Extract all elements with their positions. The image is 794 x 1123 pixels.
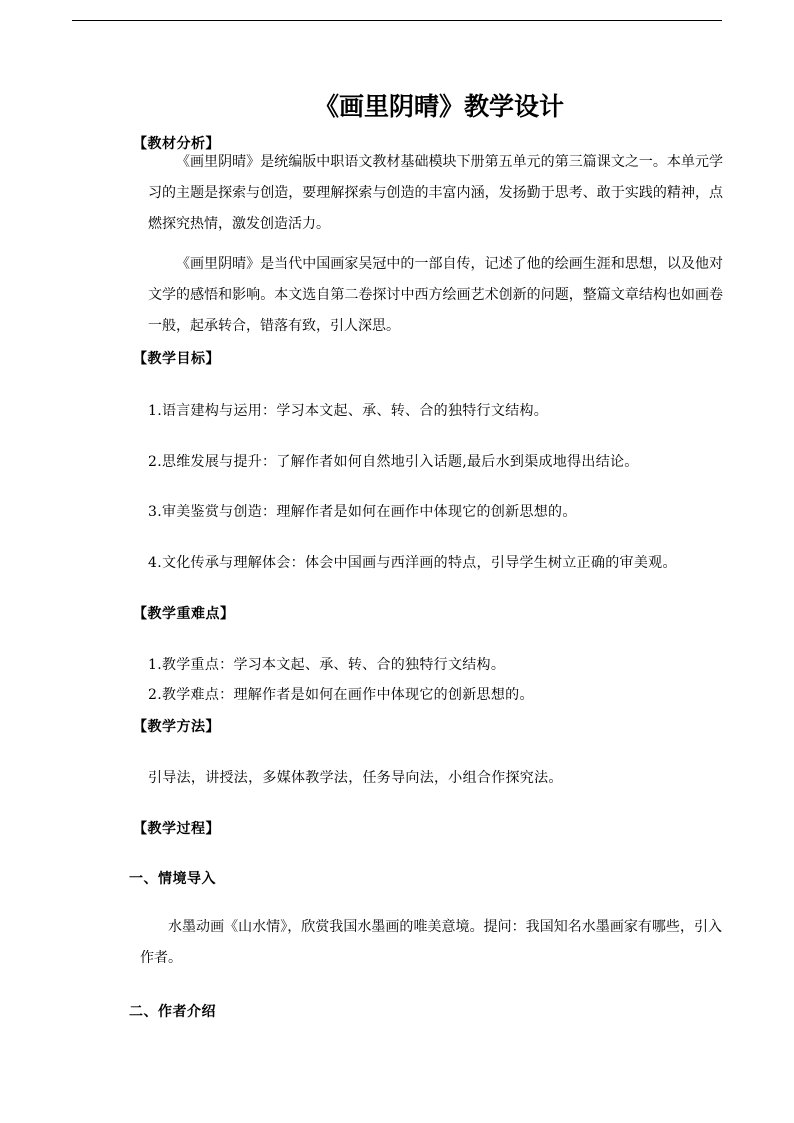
goal-item-1: 1.语言建构与运用：学习本文起、承、转、合的独特行文结构。 (148, 403, 549, 419)
section-heading-analysis: 【教材分析】 (133, 136, 220, 152)
goal-item-3: 3.审美鉴赏与创造：理解作者是如何在画作中体现它的创新思想的。 (148, 504, 577, 520)
step-1-text: 水墨动画《山水情》，欣赏我国水墨画的唯美意境。提问：我国知名水墨画家有哪些，引入作者。 (140, 919, 722, 966)
document-title: 《画里阴晴》教学设计 (313, 92, 564, 121)
goal-item-2: 2.思维发展与提升：了解作者如何自然地引入话题,最后水到渠成地得出结论。 (148, 454, 639, 470)
section-heading-goals: 【教学目标】 (133, 351, 220, 367)
section-heading-keypoints: 【教学重难点】 (133, 606, 235, 622)
analysis-paragraph-1: 《画里阴晴》是统编版中职语文教材基础模块下册第五单元的第三篇课文之一。本单元学习的主题是探索与创造，要理解探索与创造的丰富内涵，发扬勤于思考、敢于实践的精神，点燃探究热情，激发创造活力。 (148, 154, 723, 232)
keypoint-item-1: 1.教学重点：学习本文起、承、转、合的独特行文结构。 (148, 657, 506, 673)
analysis-paragraph-2: 《画里阴晴》是当代中国画家吴冠中的一部自传，记述了他的绘画生涯和思想，以及他对文学的感悟和影响。本文选自第二卷探讨中西方绘画艺术创新的问题，整篇文章结构也如画卷一般，起承转合，错落有致，引人深思。 (148, 256, 723, 334)
goal-item-4: 4.文化传承与理解体会：体会中国画与西洋画的特点，引导学生树立正确的审美观。 (148, 555, 677, 571)
step-heading-1: 一、情境导入 (129, 871, 216, 887)
section-heading-methods: 【教学方法】 (133, 719, 220, 735)
keypoint-item-2: 2.教学难点：理解作者是如何在画作中体现它的创新思想的。 (148, 687, 534, 703)
step-heading-2: 二、作者介绍 (129, 1004, 216, 1020)
header-rule (72, 20, 722, 21)
section-heading-process: 【教学过程】 (133, 821, 220, 837)
methods-text: 引导法，讲授法，多媒体教学法，任务导向法，小组合作探究法。 (148, 770, 563, 786)
